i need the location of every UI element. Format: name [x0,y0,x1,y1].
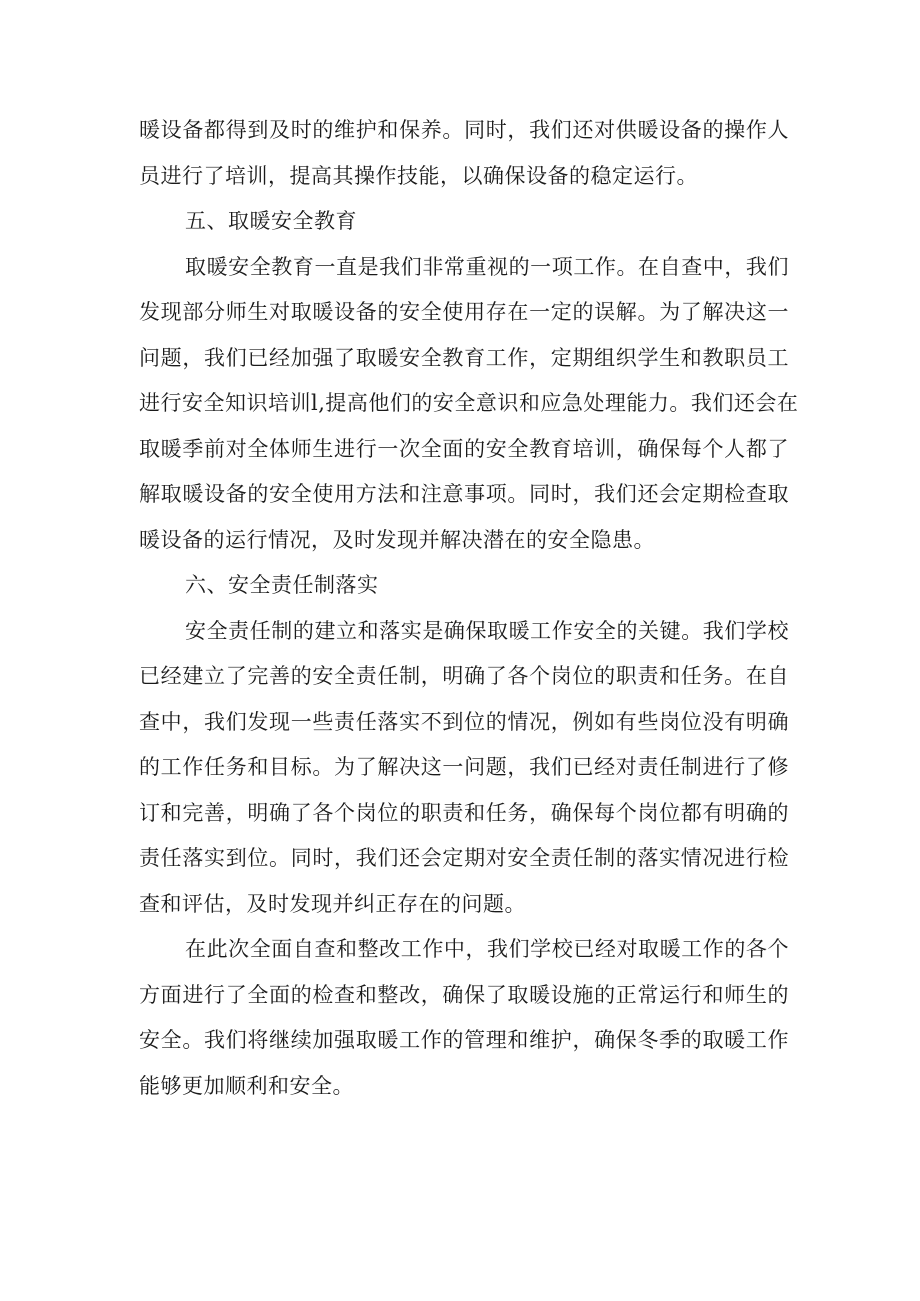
text-line: 查中，我们发现一些责任落实不到位的情况，例如有些岗位没有明确 [139,709,789,734]
text-line: 能够更加顺利和安全。 [139,1073,354,1098]
text-line: 已经建立了完善的安全责任制，明确了各个岗位的职责和任务。在自 [139,664,789,688]
text-line: 取暖安全教育一直是我们非常重视的一项工作。在自查中，我们 [185,254,789,279]
section-heading: 五、取暖安全教育 [185,209,357,233]
text-line: 的工作任务和目标。为了解决这一问题，我们已经对责任制进行了修 [139,755,789,779]
text-line: 解取暖设备的安全使用方法和注意事项。同时，我们还会定期检查取 [139,482,789,506]
text-line: 责任落实到位。同时，我们还会定期对安全责任制的落实情况进行检 [139,846,789,870]
section-heading: 六、安全责任制落实 [185,573,379,597]
text-line: 问题，我们已经加强了取暖安全教育工作，定期组织学生和教职员工 [139,345,789,370]
text-line: 发现部分师生对取暖设备的安全使用存在一定的误解。为了解决这一 [139,300,789,324]
text-line: 安全责任制的建立和落实是确保取暖工作安全的关键。我们学校 [185,618,789,643]
text-line: 在此次全面自查和整改工作中，我们学校已经对取暖工作的各个 [185,937,789,961]
text-line: 订和完善，明确了各个岗位的职责和任务，确保每个岗位都有明确的 [139,800,789,825]
text-line: 安全。我们将继续加强取暖工作的管理和维护，确保冬季的取暖工作 [139,1028,789,1052]
text-line: 方面进行了全面的检查和整改，确保了取暖设施的正常运行和师生的 [139,982,789,1007]
text-line: 暖设备都得到及时的维护和保养。同时，我们还对供暖设备的操作人 [139,118,789,142]
text-line: 取暖季前对全体师生进行一次全面的安全教育培训，确保每个人都了 [139,436,789,461]
document-body [139,108,799,1109]
text-line: 进行安全知识培训l,提高他们的安全意识和应急处理能力。我们还会在 [139,391,799,415]
text-line: 员进行了培训，提高其操作技能，以确保设备的稳定运行。 [139,163,698,188]
text-line: 查和评估，及时发现并纠正存在的问题。 [139,891,526,916]
text-line: 暖设备的运行情况，及时发现并解决潜在的安全隐患。 [139,527,655,552]
